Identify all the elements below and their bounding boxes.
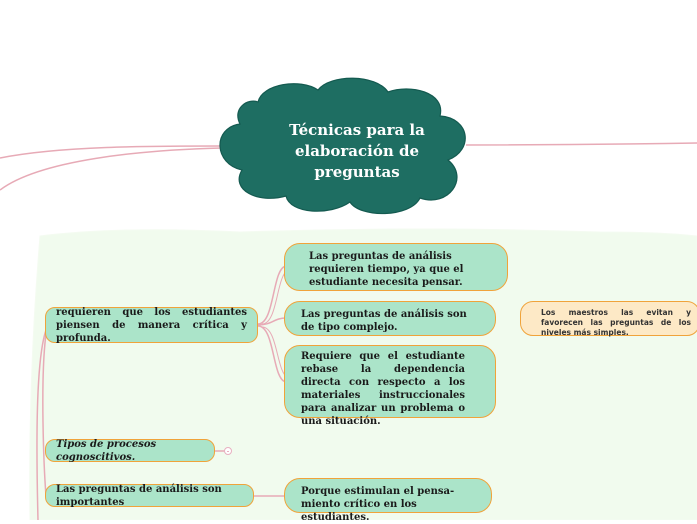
connector-central-left-2: [0, 148, 222, 190]
node-dependency[interactable]: [284, 345, 496, 427]
node-analysis-time[interactable]: [284, 243, 508, 291]
collapse-toggle-icon[interactable]: [224, 447, 232, 455]
node-analysis-time-label: Las preguntas de análisis requieren tiempo, ya que el estudiante necesita pensar.: [309, 251, 464, 288]
node-critical-thinking[interactable]: [45, 307, 258, 343]
node-stimulate[interactable]: [284, 478, 492, 523]
central-topic-title[interactable]: Técnicas para la elaboración de preguntas: [289, 121, 425, 181]
node-analysis-important-label: Las preguntas de análisis son importantes: [56, 483, 222, 508]
node-analysis-complex-label: Las preguntas de análisis son de tipo complejo.: [301, 309, 467, 333]
node-cognitive-processes-label: Tipos de procesos cognoscitivos.: [56, 438, 157, 463]
side-note-label: Los maestros las evitan y favorecen las preguntas de los niveles más simples.: [541, 308, 691, 337]
node-cognitive-processes[interactable]: [45, 439, 215, 462]
node-dependency-label: Requiere que el estudiante rebase la dependencia directa con respecto a los materiales instruccionales para analizar un problema o una situación.: [301, 351, 465, 427]
node-stimulate-label: Porque estimulan el pensa-miento crítico en los estudiantes.: [301, 486, 455, 523]
side-note[interactable]: [520, 301, 697, 336]
node-analysis-important[interactable]: [45, 484, 254, 507]
node-critical-thinking-label: requieren que los estudiantes piensen de manera crítica y profunda.: [56, 306, 247, 344]
node-analysis-complex[interactable]: [284, 301, 496, 336]
connector-central-right: [466, 143, 697, 145]
